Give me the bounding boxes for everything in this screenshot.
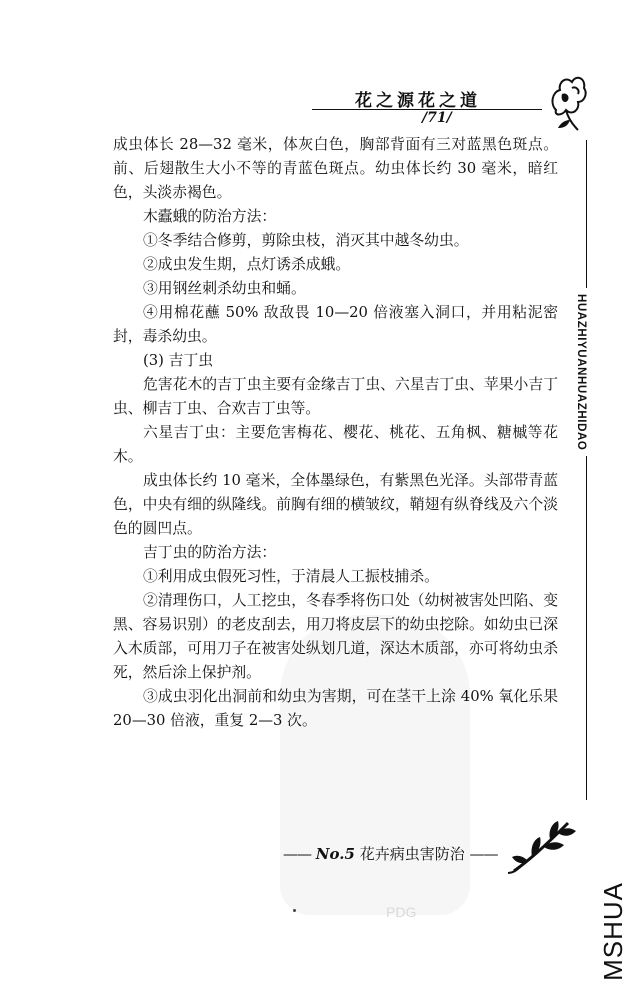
paragraph: 成虫体长约 10 毫米，全体墨绿色，有紫黑色光泽。头部带青蓝色，中央有细的纵隆线。前胸有细的横皱纹，鞘翅有纵脊线及六个淡色的圆凹点。 (113, 472, 558, 537)
paragraph: ④用棉花蘸 50% 敌敌畏 10—20 倍液塞入洞口，并用粘泥密封，毒杀幼虫。 (113, 304, 558, 345)
body-text (113, 133, 558, 733)
paragraph: ②成虫发生期，点灯诱杀成蛾。 (143, 256, 351, 273)
paragraph: 危害花木的吉丁虫主要有金缘吉丁虫、六星吉丁虫、苹果小吉丁虫、柳吉丁虫、合欢吉丁虫等。 (113, 376, 558, 417)
paragraph: 六星吉丁虫：主要危害梅花、樱花、桃花、五角枫、糖槭等花木。 (113, 424, 558, 465)
flower-icon (548, 70, 588, 132)
footer-chapter: No.5 (315, 845, 355, 863)
footer-dash-left: —— (283, 845, 311, 863)
paragraph: ③成虫羽化出洞前和幼虫为害期，可在茎干上涂 40% 氧化乐果 20—30 倍液，重复 2—3 次。 (113, 688, 558, 729)
paragraph: 木蠹蛾的防治方法： (143, 208, 277, 225)
paragraph: ①利用成虫假死习性，于清晨人工振枝捕杀。 (143, 568, 439, 585)
paragraph: ①冬季结合修剪，剪除虫枝，消灭其中越冬幼虫。 (143, 232, 469, 249)
footer-title: 花卉病虫害防治 (359, 845, 465, 863)
stray-mark (293, 909, 296, 912)
section-heading: (3) 吉丁虫 (143, 352, 214, 369)
running-footer (283, 843, 497, 864)
paragraph: ②清理伤口，人工挖虫，冬春季将伤口处（幼树被害处凹陷、变黑、容易识别）的老皮刮去，用刀将皮层下的幼虫挖除。如幼虫已深入木质部，可用刀子在被害处纵划几道，深达木质部，亦可将幼虫杀死，然后涂上保护剂。 (113, 592, 558, 681)
paragraph: ③用钢丝刺杀幼虫和蛹。 (143, 280, 306, 297)
plant-icon (508, 815, 578, 875)
running-header-title: 花之源花之道 (355, 91, 481, 111)
side-rule (586, 140, 587, 800)
paragraph: 吉丁虫的防治方法： (143, 544, 277, 561)
paragraph: 成虫体长 28—32 毫米，体灰白色，胸部背面有三对蓝黑色斑点。前、后翅散生大小不等的青蓝色斑点。幼虫体长约 30 毫米，暗红色，头淡赤褐色。 (113, 136, 558, 201)
footer-dash-right: —— (469, 845, 498, 863)
watermark-label: PDG (386, 904, 417, 920)
side-tag: MSHUA (598, 882, 628, 981)
side-book-title: HUAZHIYUANHUAZHIDAO (575, 288, 587, 456)
page-number: /71/ (422, 110, 452, 126)
